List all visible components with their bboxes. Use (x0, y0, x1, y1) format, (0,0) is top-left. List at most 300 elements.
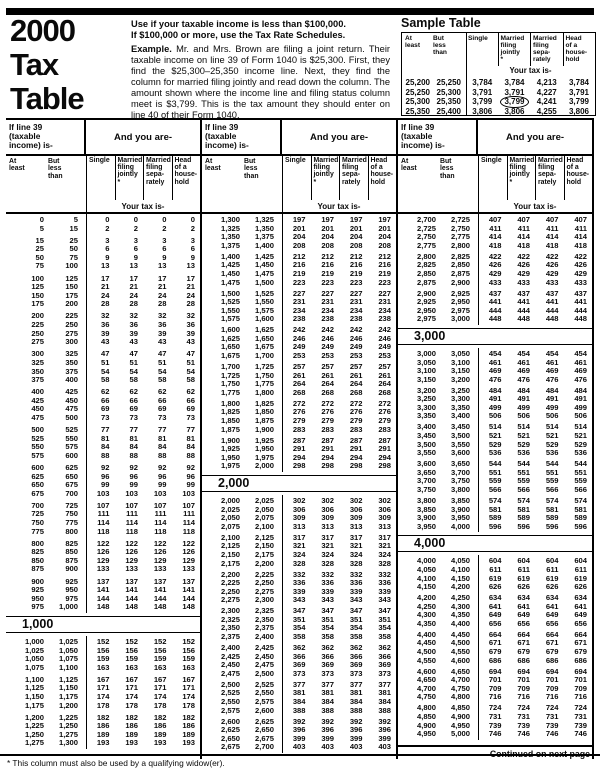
less-than-value: 4,300 (450, 601, 470, 611)
tax-value: 317 (378, 532, 391, 542)
less-than-value: 2,675 (254, 733, 274, 743)
at-least-value: 375 (31, 375, 44, 385)
tax-value: 234 (321, 305, 334, 315)
tax-value: 81 (101, 433, 110, 443)
data-row (202, 242, 396, 251)
at-least-value: 1,175 (24, 700, 44, 710)
tax-value: 313 (349, 521, 363, 531)
status-header-married-filing-jointly: Married filing jointly * (507, 156, 536, 200)
tax-value: 174 (96, 692, 110, 701)
tax-value: 159 (125, 654, 138, 664)
at-least-value: 600 (31, 462, 44, 472)
row-group (202, 534, 396, 568)
tax-value: 324 (349, 549, 363, 559)
tax-value: 204 (321, 232, 334, 242)
and-you-are-header: And you are- (505, 131, 565, 143)
tax-value: 129 (96, 555, 110, 565)
tax-value: 641 (574, 601, 587, 611)
less-than-value: 4,450 (450, 629, 470, 639)
tax-value: 69 (186, 404, 195, 414)
tax-value: 396 (349, 725, 363, 735)
at-least-value: 2,100 (220, 532, 240, 542)
less-than-value: 2,775 (450, 232, 470, 242)
less-than-value: 300 (65, 337, 78, 347)
tax-value: 476 (545, 374, 559, 384)
tax-value: 103 (125, 488, 138, 498)
tax-value: 362 (378, 643, 391, 653)
less-than-value: 1,600 (254, 314, 274, 324)
row-group (202, 681, 396, 715)
tax-value: 96 (129, 471, 138, 481)
tax-value: 99 (129, 480, 138, 490)
your-tax-is-label: Your tax is- (513, 202, 557, 211)
tax-value: 709 (517, 683, 530, 693)
at-least-value: 3,300 (416, 402, 436, 412)
less-than-value: 2,550 (254, 688, 274, 698)
tax-value: 242 (349, 325, 363, 335)
tax-value: 298 (378, 461, 391, 471)
tax-value: 514 (488, 422, 502, 432)
data-row (202, 352, 396, 361)
tax-value: 276 (378, 407, 391, 417)
row-group (202, 216, 396, 250)
at-least-value: 1,650 (220, 342, 240, 352)
tax-value: 253 (349, 351, 363, 361)
tax-value: 422 (545, 251, 559, 261)
tax-table-panel-3 (396, 120, 592, 759)
data-row (398, 412, 592, 421)
tax-value: 77 (158, 425, 167, 435)
less-than-value: 3,150 (450, 366, 470, 376)
row-group (398, 253, 592, 287)
at-least-value: 1,275 (24, 738, 44, 748)
tax-value: 437 (517, 288, 530, 298)
at-least-value: 2,000 (220, 495, 240, 505)
less-than-value: 1,875 (254, 416, 274, 426)
tax-value: 351 (292, 614, 306, 624)
tax-value: 649 (488, 610, 502, 620)
column-divider-line (86, 214, 87, 613)
tax-value: 566 (517, 484, 530, 494)
at-least-value: 1,625 (220, 333, 240, 343)
tax-value: 581 (517, 504, 530, 514)
data-row (202, 743, 396, 752)
status-header-married-filing-separately: Married filing sepa- rately (530, 33, 563, 66)
tax-value: 3,791 (568, 87, 589, 97)
tax-value: 231 (349, 297, 363, 307)
at-least-value: 1,050 (24, 654, 44, 664)
tax-value: 276 (321, 407, 334, 417)
tax-value: 54 (129, 366, 138, 376)
at-least-value: 25,300 (405, 97, 430, 106)
row-group (202, 718, 396, 752)
tax-value: 491 (517, 394, 530, 404)
less-than-value: 100 (65, 261, 78, 271)
tax-table-panel-2 (200, 120, 396, 759)
sample-row (402, 78, 595, 88)
section-band: 1,000 (6, 616, 200, 633)
tax-value: 92 (186, 462, 195, 472)
at-least-value: 2,300 (220, 606, 240, 616)
at-least-value: 2,600 (220, 716, 240, 726)
row-segment (6, 636, 200, 749)
tax-value: 201 (321, 223, 334, 233)
row-group (398, 704, 592, 738)
less-than-value: 4,900 (450, 712, 470, 721)
tax-value: 671 (488, 638, 502, 648)
tax-value: 377 (378, 679, 391, 689)
less-than-value: 1,525 (254, 288, 274, 298)
at-least-value: 4,000 (416, 556, 436, 566)
tax-value: 336 (292, 578, 306, 588)
tax-value: 268 (378, 387, 391, 397)
tax-value: 306 (378, 504, 391, 514)
tax-value: 381 (292, 688, 306, 698)
row-group (202, 437, 396, 471)
tax-value: 13 (129, 261, 138, 271)
at-least-value: 1,500 (220, 288, 240, 298)
tax-value: 709 (488, 683, 502, 693)
tax-value: 347 (292, 606, 306, 616)
tax-value: 152 (182, 636, 195, 646)
tax-value: 58 (158, 375, 167, 385)
tax-value: 167 (182, 674, 195, 684)
tax-value: 107 (182, 500, 195, 510)
tax-value: 709 (545, 683, 559, 693)
at-least-value: 1,775 (220, 387, 240, 397)
tax-value: 3,791 (504, 87, 525, 97)
tax-value: 422 (488, 251, 502, 261)
tax-value: 171 (153, 683, 167, 693)
less-than-value: 1,650 (254, 333, 274, 343)
tax-value: 448 (574, 314, 587, 324)
tax-value: 444 (574, 305, 587, 315)
tax-value: 484 (545, 385, 559, 395)
tax-value: 62 (101, 387, 110, 397)
tax-value: 384 (378, 696, 391, 706)
tax-value: 272 (349, 398, 363, 408)
at-least-value: 1,950 (220, 452, 240, 462)
at-least-value: 325 (31, 357, 44, 367)
tax-value: 62 (158, 387, 167, 397)
tax-value: 731 (574, 712, 587, 721)
row-segment (6, 214, 200, 613)
tax-value: 351 (349, 614, 363, 624)
row-segment (202, 495, 396, 753)
tax-value: 193 (125, 738, 138, 748)
less-than-value: 3,500 (450, 431, 470, 441)
at-least-value: 1,025 (24, 645, 44, 655)
column-divider-line (478, 348, 479, 532)
less-than-value: 1,400 (254, 240, 274, 250)
tax-value: 437 (488, 288, 502, 298)
at-least-value: 0 (39, 215, 44, 224)
less-than-value: 3,800 (450, 484, 470, 494)
row-group (6, 237, 200, 271)
tax-value: 679 (488, 647, 502, 657)
less-than-value: 225 (65, 311, 78, 321)
data-row (398, 449, 592, 458)
data-row (6, 262, 200, 271)
less-than-value: 4,000 (450, 521, 470, 531)
tax-value: 469 (545, 366, 559, 376)
tax-value: 253 (378, 351, 391, 361)
tax-value: 426 (545, 260, 559, 270)
tax-value: 426 (574, 260, 587, 270)
tax-value: 6 (190, 244, 195, 254)
tax-value: 381 (349, 688, 363, 698)
tax-value: 306 (321, 504, 334, 514)
tax-value: 396 (378, 725, 391, 735)
tax-value: 491 (545, 394, 559, 404)
less-than-header: But less than (440, 158, 455, 180)
tax-value: 219 (378, 268, 391, 278)
less-than-value: 2,025 (254, 495, 274, 505)
at-least-value: 2,625 (220, 725, 240, 735)
tax-value: 2 (133, 223, 138, 233)
tax-value: 619 (488, 573, 502, 583)
tax-value: 66 (186, 395, 195, 405)
tax-value: 204 (378, 232, 391, 242)
tax-value: 264 (321, 379, 334, 389)
tax-value: 559 (517, 476, 530, 486)
row-group (6, 676, 200, 710)
tax-value: 66 (101, 395, 110, 405)
at-least-value: 775 (31, 526, 44, 536)
tax-value: 156 (182, 645, 195, 655)
tax-value: 686 (545, 655, 559, 665)
at-least-value: 5 (39, 223, 44, 233)
tax-value: 369 (349, 660, 363, 670)
less-than-value: 700 (65, 488, 78, 498)
tax-value: 182 (182, 712, 195, 722)
less-than-value: 50 (69, 244, 78, 254)
tax-value: 671 (545, 638, 559, 648)
tax-value: 529 (545, 439, 559, 449)
tax-value: 141 (182, 585, 195, 595)
tax-value: 43 (101, 337, 110, 347)
at-least-value: 4,800 (416, 703, 436, 713)
sample-row (402, 97, 595, 107)
tax-value: 619 (545, 573, 559, 583)
at-least-value: 1,875 (220, 424, 240, 434)
less-than-value: 1,275 (58, 729, 78, 739)
tax-value: 369 (378, 660, 391, 670)
tax-value: 223 (349, 277, 363, 287)
tax-value: 521 (488, 431, 502, 441)
tax-value: 611 (574, 564, 587, 574)
less-than-value: 25,300 (436, 87, 461, 97)
data-row (398, 486, 592, 495)
tax-value: 3 (162, 235, 167, 245)
at-least-value: 200 (31, 311, 44, 321)
less-than-value: 5,000 (450, 729, 470, 739)
tax-value: 257 (378, 362, 391, 372)
example-body: Mr. and Mrs. Brown are filing a joint return. Their taxable income on line 39 of Form 1040 is $25,300. First, they find the $25,300–25,350 income line. Next, they find the column for married filing jointly and read down the column. The amount shown where the income line and filing status column meet is $3,799. This is the tax amount they should enter on line 40 of their Form 1040. (131, 44, 390, 120)
tax-value: 746 (574, 729, 587, 739)
tax-value: 392 (321, 716, 334, 726)
tax-value: 716 (574, 692, 587, 702)
data-row (6, 216, 200, 225)
at-least-value: 3,850 (416, 504, 436, 514)
tax-value: 219 (349, 268, 363, 278)
tax-value: 249 (321, 342, 334, 352)
tax-value: 2 (190, 223, 195, 233)
at-least-value: 2,950 (416, 305, 436, 315)
at-least-value: 3,600 (416, 459, 436, 469)
at-least-value: 2,150 (220, 549, 240, 559)
at-least-value: 2,700 (416, 215, 436, 224)
tax-value: 716 (517, 692, 530, 702)
tax-value: 201 (378, 223, 391, 233)
column-divider-line (86, 200, 87, 212)
tax-value: 21 (129, 282, 138, 292)
tax-value: 366 (378, 651, 391, 661)
tax-value: 694 (574, 666, 587, 676)
at-least-value: 350 (31, 366, 44, 376)
tax-value: 246 (349, 333, 363, 343)
column-divider-line (282, 495, 283, 753)
at-least-value: 875 (31, 564, 44, 574)
data-row (202, 462, 396, 471)
tax-value: 336 (378, 578, 391, 588)
less-than-header: But less than (433, 35, 447, 56)
tax-value: 641 (545, 601, 559, 611)
tax-value: 403 (321, 742, 334, 752)
tax-value: 291 (292, 444, 306, 454)
at-least-value: 2,025 (220, 504, 240, 514)
your-tax-is-label: Your tax is- (509, 66, 552, 75)
less-than-value: 1,025 (58, 636, 78, 646)
tax-value: 208 (349, 240, 363, 250)
row-group (202, 571, 396, 605)
at-least-value: 1,675 (220, 351, 240, 361)
tax-value: 174 (182, 692, 195, 701)
tax-value: 24 (129, 290, 138, 300)
tax-value: 429 (488, 268, 502, 278)
at-least-header: At least (205, 158, 221, 173)
tax-value: 581 (545, 504, 559, 514)
tax-value: 126 (96, 547, 110, 557)
less-than-value: 1,625 (254, 325, 274, 335)
tax-value: 433 (488, 277, 502, 287)
less-than-value: 1,200 (58, 700, 78, 710)
tax-value: 283 (349, 424, 363, 434)
less-than-value: 4,500 (450, 638, 470, 648)
at-least-value: 3,400 (416, 422, 436, 432)
tax-value: 51 (186, 357, 195, 367)
tax-value: 88 (129, 450, 138, 460)
tax-rate-schedules-line: If $100,000 or more, use the Tax Rate Schedules. (131, 30, 346, 40)
tax-value: 411 (574, 223, 587, 233)
less-than-value: 1,800 (254, 387, 274, 397)
tax-value: 461 (545, 357, 559, 367)
data-row (202, 523, 396, 532)
less-than-value: 1,850 (254, 407, 274, 417)
tax-value: 641 (488, 601, 502, 611)
tax-value: 66 (158, 395, 167, 405)
at-least-value: 4,400 (416, 629, 436, 639)
less-than-value: 4,150 (450, 573, 470, 583)
row-group (398, 290, 592, 324)
at-least-value: 525 (31, 433, 44, 443)
tax-value: 238 (321, 314, 334, 324)
tax-value: 287 (292, 435, 306, 445)
less-than-value: 25,250 (436, 78, 461, 87)
tax-value: 411 (546, 223, 559, 233)
less-than-value: 2,900 (450, 277, 470, 287)
tax-value: 77 (101, 425, 110, 435)
tax-value: 114 (182, 518, 195, 527)
tax-value: 536 (517, 448, 530, 458)
less-than-value: 4,350 (450, 610, 470, 620)
less-than-value: 1,000 (58, 602, 78, 612)
at-least-value: 2,250 (220, 586, 240, 596)
tax-value: 358 (378, 632, 391, 642)
at-least-value: 2,875 (416, 277, 436, 287)
tax-value: 261 (349, 370, 363, 380)
less-than-value: 1,675 (254, 342, 274, 352)
tax-value: 189 (182, 729, 195, 739)
less-than-value: 350 (65, 357, 78, 367)
tax-value: 306 (349, 504, 363, 514)
tax-value: 366 (321, 651, 334, 661)
tax-value: 366 (349, 651, 363, 661)
tax-value: 309 (321, 513, 334, 523)
tax-value: 407 (488, 215, 502, 224)
at-least-value: 4,850 (416, 712, 436, 721)
tax-value: 212 (292, 251, 306, 261)
tax-value: 129 (125, 555, 138, 565)
less-than-value: 675 (65, 480, 78, 490)
tax-value: 448 (517, 314, 530, 324)
less-than-value: 3,950 (450, 513, 470, 523)
tax-value: 491 (488, 394, 502, 404)
tax-value: 437 (574, 288, 587, 298)
tax-value: 283 (321, 424, 334, 434)
less-than-value: 1,075 (58, 654, 78, 664)
data-row (6, 225, 200, 234)
tax-value: 279 (292, 416, 306, 426)
at-least-value: 2,125 (220, 541, 240, 551)
continued-label (398, 745, 592, 759)
tax-value: 99 (101, 480, 110, 490)
less-than-value: 3,000 (450, 314, 470, 324)
tax-value: 332 (349, 569, 363, 579)
data-row (398, 523, 592, 532)
status-header-single: Single (481, 157, 502, 164)
tax-value: 626 (517, 582, 530, 592)
less-than-value: 825 (65, 538, 78, 548)
at-least-value: 2,500 (220, 679, 240, 689)
less-than-value: 2,400 (254, 632, 274, 642)
data-row (202, 279, 396, 288)
less-than-value: 1,100 (58, 662, 78, 672)
less-than-header: But less than (244, 158, 259, 180)
less-than-value: 2,200 (254, 558, 274, 568)
tax-value: 437 (545, 288, 559, 298)
tax-value: 641 (517, 601, 530, 611)
tax-value: 39 (129, 328, 138, 338)
tax-value: 313 (292, 521, 306, 531)
less-than-value: 3,350 (450, 402, 470, 412)
tax-value: 107 (96, 500, 110, 510)
tax-value: 484 (517, 385, 530, 395)
data-row (202, 707, 396, 716)
less-than-value: 200 (65, 299, 78, 309)
at-least-value: 25 (35, 244, 44, 254)
at-least-value: 925 (31, 585, 44, 595)
